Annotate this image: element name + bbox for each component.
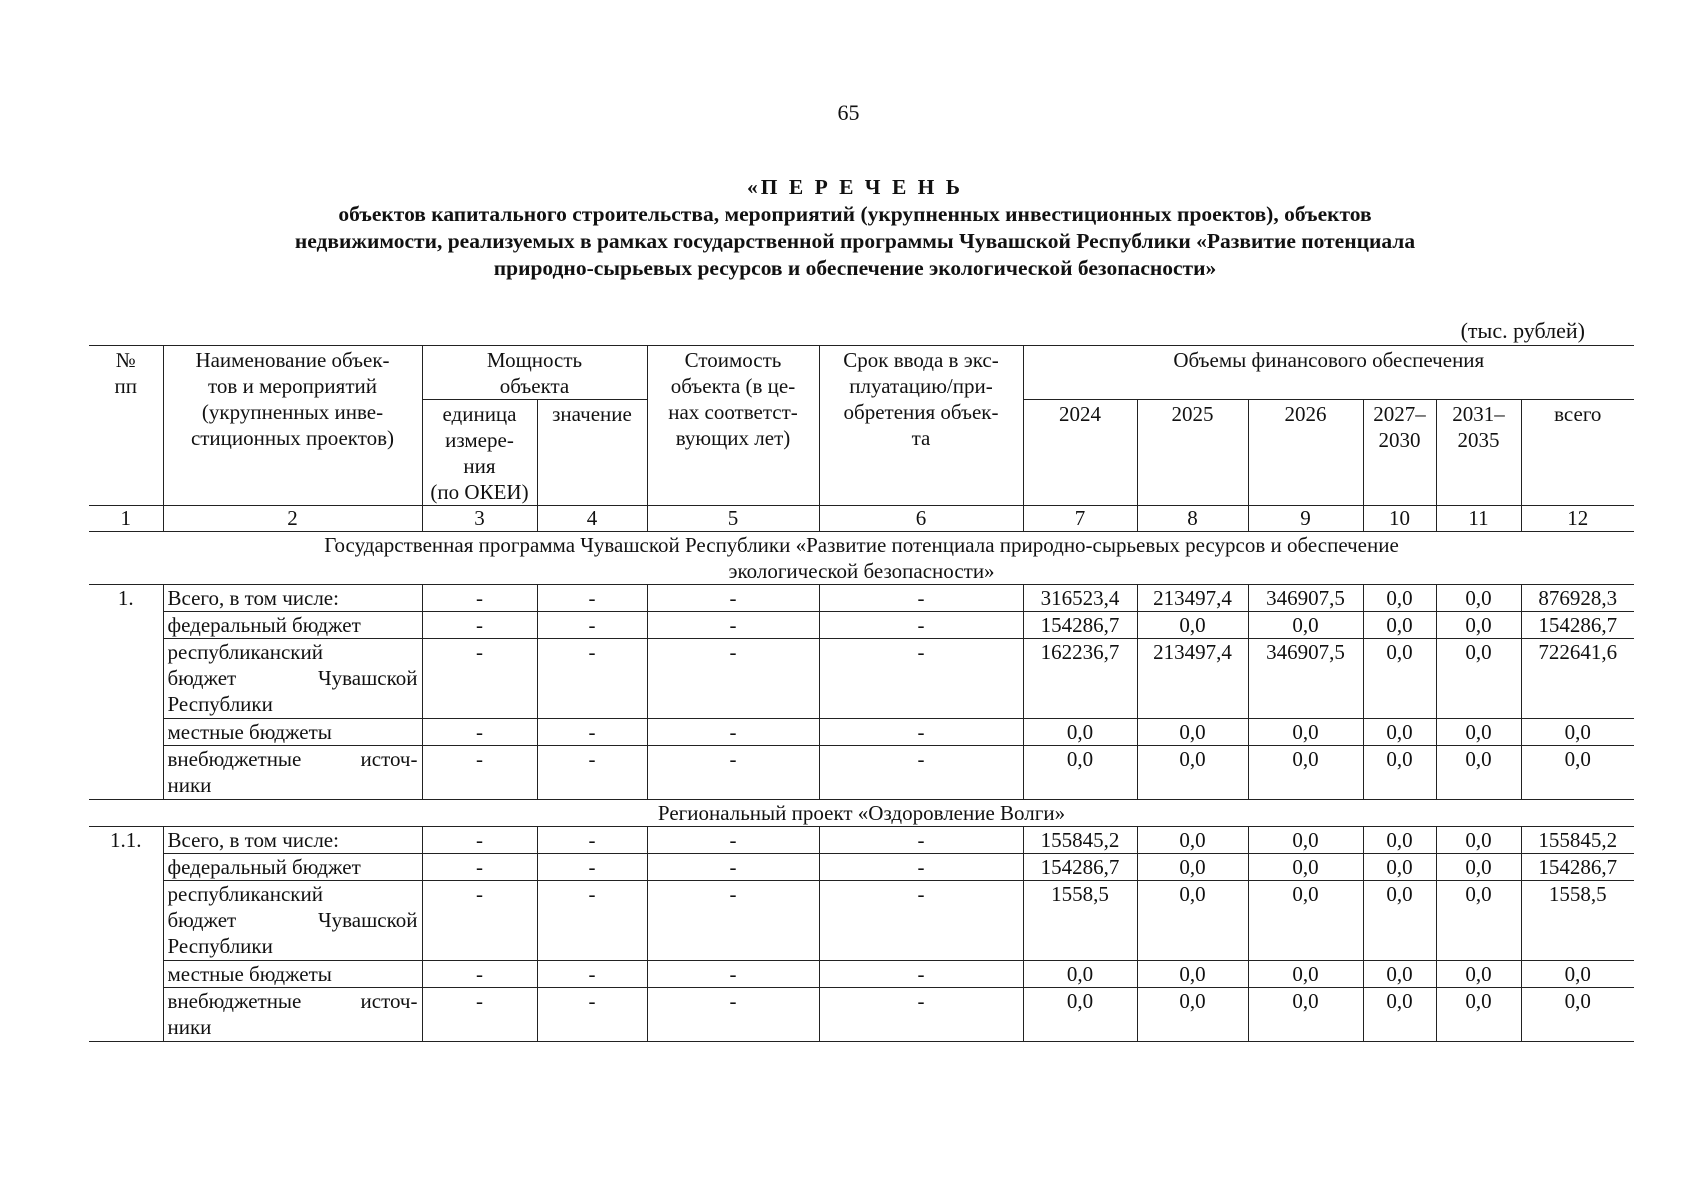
cell-value: - [537,881,647,961]
cell-term: - [819,746,1023,800]
cell-total: 154286,7 [1521,854,1634,881]
column-number: 11 [1436,506,1521,532]
column-number: 7 [1023,506,1137,532]
row-number: 1.1. [89,827,163,854]
row-name: республиканский бюджет Чувашской Республики [163,881,422,961]
cell-2031-2035: 0,0 [1436,854,1521,881]
cell-total: 0,0 [1521,961,1634,988]
cell-term: - [819,988,1023,1042]
cell-unit: - [422,639,537,719]
cell-2025: 0,0 [1137,961,1248,988]
cell-cost: - [647,961,819,988]
cell-2027-2030: 0,0 [1363,827,1436,854]
cell-cost: - [647,719,819,746]
header-year-2027-2030: 2027– 2030 [1363,400,1436,506]
cell-2027-2030: 0,0 [1363,881,1436,961]
section-title: Региональный проект «Оздоровление Волги» [89,800,1634,827]
cell-term: - [819,827,1023,854]
cell-2024: 154286,7 [1023,854,1137,881]
header-year-2031-2035: 2031– 2035 [1436,400,1521,506]
table-row [89,827,1634,854]
cell-2024: 0,0 [1023,961,1137,988]
header-total: всего [1521,400,1634,506]
cell-value: - [537,988,647,1042]
cell-2027-2030: 0,0 [1363,639,1436,719]
cell-term: - [819,961,1023,988]
cell-2027-2030: 0,0 [1363,612,1436,639]
table-row [89,639,1634,719]
cell-2025: 213497,4 [1137,639,1248,719]
cell-2026: 0,0 [1248,988,1363,1042]
document-title [90,174,1620,282]
cell-2025: 0,0 [1137,854,1248,881]
cell-cost: - [647,612,819,639]
cell-2027-2030: 0,0 [1363,719,1436,746]
cell-term: - [819,639,1023,719]
row-name: республиканский бюджет Чувашской Республики [163,639,422,719]
cell-2025: 0,0 [1137,719,1248,746]
cell-value: - [537,612,647,639]
row-name: федеральный бюджет [163,854,422,881]
table-row [89,612,1634,639]
column-number: 3 [422,506,537,532]
cell-2024: 0,0 [1023,746,1137,800]
cell-2025: 0,0 [1137,612,1248,639]
cell-unit: - [422,746,537,800]
table-row [89,961,1634,988]
cell-2024: 155845,2 [1023,827,1137,854]
cell-unit: - [422,988,537,1042]
cell-total: 154286,7 [1521,612,1634,639]
cell-unit: - [422,612,537,639]
row-name: Всего, в том числе: [163,585,422,612]
cell-2025: 0,0 [1137,827,1248,854]
cell-2031-2035: 0,0 [1436,639,1521,719]
table-row [89,988,1634,1042]
header-value: значение [537,400,647,506]
row-number: 1. [89,585,163,612]
table-row [89,746,1634,800]
page-number: 65 [837,100,860,125]
column-number: 2 [163,506,422,532]
section-title: Государственная программа Чувашской Республики «Развитие потенциала природно-сырьевых ресурсов и обеспечение экологической безопасности» [89,532,1634,585]
cell-total: 722641,6 [1521,639,1634,719]
row-name: внебюджетные источ- ники [163,988,422,1042]
table-row [89,585,1634,612]
column-number: 4 [537,506,647,532]
cell-2031-2035: 0,0 [1436,612,1521,639]
cell-2025: 0,0 [1137,988,1248,1042]
cell-2031-2035: 0,0 [1436,961,1521,988]
section-title-row [89,800,1634,827]
column-number: 9 [1248,506,1363,532]
row-name: внебюджетные источ- ники [163,746,422,800]
cell-2024: 316523,4 [1023,585,1137,612]
cell-2025: 0,0 [1137,746,1248,800]
cell-total: 1558,5 [1521,881,1634,961]
row-name: местные бюджеты [163,961,422,988]
cell-2027-2030: 0,0 [1363,961,1436,988]
table-row [89,854,1634,881]
title-line-3: природно-сырьевых ресурсов и обеспечение экологической безопасности» [493,256,1217,280]
cell-term: - [819,612,1023,639]
cell-2026: 346907,5 [1248,585,1363,612]
cell-cost: - [647,881,819,961]
column-number: 8 [1137,506,1248,532]
cell-value: - [537,639,647,719]
cell-2025: 213497,4 [1137,585,1248,612]
title-line-1: объектов капитального строительства, мероприятий (укрупненных инвестиционных проектов), объектов [338,202,1372,226]
cell-unit: - [422,881,537,961]
cell-2024: 0,0 [1023,988,1137,1042]
cell-2031-2035: 0,0 [1436,827,1521,854]
header-year-2025: 2025 [1137,400,1248,506]
units-label: (тыс. рублей) [1460,318,1585,343]
row-name: Всего, в том числе: [163,827,422,854]
row-number-empty [89,612,163,800]
cell-value: - [537,585,647,612]
cell-2027-2030: 0,0 [1363,585,1436,612]
header-no: № пп [89,346,163,506]
cell-2024: 162236,7 [1023,639,1137,719]
cell-cost: - [647,639,819,719]
cell-2026: 346907,5 [1248,639,1363,719]
table-row [89,881,1634,961]
title-main: «П Е Р Е Ч Е Н Ь [747,175,963,199]
cell-cost: - [647,585,819,612]
column-number: 1 [89,506,163,532]
cell-2031-2035: 0,0 [1436,585,1521,612]
cell-2031-2035: 0,0 [1436,746,1521,800]
cell-2025: 0,0 [1137,881,1248,961]
cell-2026: 0,0 [1248,961,1363,988]
header-year-2024: 2024 [1023,400,1137,506]
cell-2024: 1558,5 [1023,881,1137,961]
cell-2024: 154286,7 [1023,612,1137,639]
cell-cost: - [647,746,819,800]
header-row-1 [89,346,1634,400]
header-year-2026: 2026 [1248,400,1363,506]
cell-term: - [819,881,1023,961]
row-number-empty [89,854,163,1042]
cell-2024: 0,0 [1023,719,1137,746]
cell-2026: 0,0 [1248,746,1363,800]
header-unit: единица измере- ния (по ОКЕИ) [422,400,537,506]
cell-term: - [819,719,1023,746]
cell-total: 0,0 [1521,988,1634,1042]
column-numbers-row [89,506,1634,532]
cell-cost: - [647,988,819,1042]
cell-value: - [537,961,647,988]
header-cost: Стоимость объекта (в це- нах соответст- вующих лет) [647,346,819,506]
cell-value: - [537,719,647,746]
cell-2031-2035: 0,0 [1436,719,1521,746]
row-name: местные бюджеты [163,719,422,746]
column-number: 5 [647,506,819,532]
header-finance: Объемы финансового обеспечения [1023,346,1634,400]
cell-2027-2030: 0,0 [1363,988,1436,1042]
header-name: Наименование объек- тов и мероприятий (укрупненных инве- стиционных проектов) [163,346,422,506]
cell-value: - [537,854,647,881]
column-number: 6 [819,506,1023,532]
cell-2026: 0,0 [1248,719,1363,746]
cell-2031-2035: 0,0 [1436,988,1521,1042]
cell-unit: - [422,585,537,612]
cell-total: 0,0 [1521,746,1634,800]
cell-2026: 0,0 [1248,854,1363,881]
cell-total: 155845,2 [1521,827,1634,854]
cell-2027-2030: 0,0 [1363,854,1436,881]
cell-unit: - [422,961,537,988]
cell-2026: 0,0 [1248,827,1363,854]
cell-2026: 0,0 [1248,881,1363,961]
cell-2031-2035: 0,0 [1436,881,1521,961]
objects-table [89,345,1634,1042]
cell-cost: - [647,827,819,854]
cell-term: - [819,854,1023,881]
column-number: 12 [1521,506,1634,532]
cell-unit: - [422,719,537,746]
cell-2026: 0,0 [1248,612,1363,639]
header-term: Срок ввода в экс- плуатацию/при- обретения объек- та [819,346,1023,506]
cell-total: 876928,3 [1521,585,1634,612]
cell-unit: - [422,854,537,881]
row-name: федеральный бюджет [163,612,422,639]
cell-term: - [819,585,1023,612]
cell-unit: - [422,827,537,854]
cell-total: 0,0 [1521,719,1634,746]
cell-value: - [537,746,647,800]
table-row [89,719,1634,746]
column-number: 10 [1363,506,1436,532]
cell-cost: - [647,854,819,881]
cell-value: - [537,827,647,854]
title-line-2: недвижимости, реализуемых в рамках государственной программы Чувашской Республики «Развитие потенциала [294,229,1416,253]
section-title-row [89,532,1634,585]
cell-2027-2030: 0,0 [1363,746,1436,800]
header-capacity: Мощность объекта [422,346,647,400]
